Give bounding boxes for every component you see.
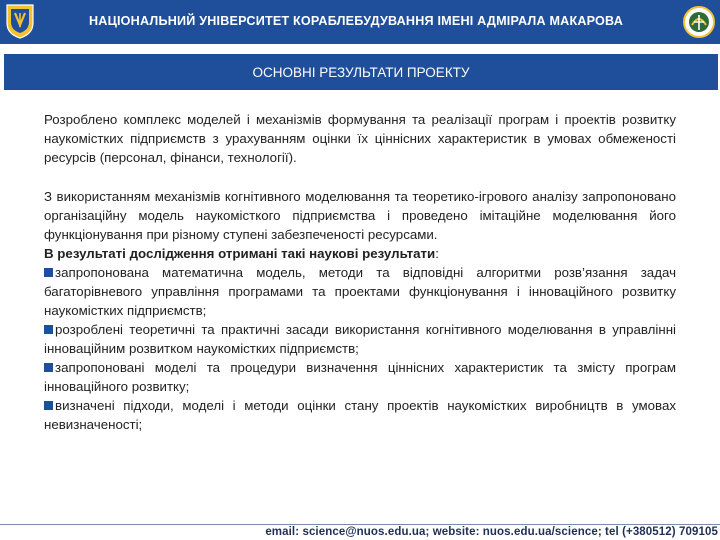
footer-contacts: email: science@nuos.edu.ua; website: nuos.edu.ua/science; tel (+380512) 709105 [265,526,718,538]
results-heading-line [44,244,676,263]
university-name: НАЦІОНАЛЬНИЙ УНІВЕРСИТЕТ КОРАБЛЕБУДУВАННЯ ІМЕНІ АДМІРАЛА МАКАРОВА [88,14,624,28]
paragraph-spacer [44,167,676,187]
square-bullet-icon [44,363,53,372]
university-crest-icon [4,3,36,39]
slide-title-bar [3,53,719,91]
result-item [44,263,676,320]
square-bullet-icon [44,401,53,410]
result-text: визначені підходи, моделі і методи оцінки стану проектів наукомістких виробництв в умовах невизначеності; [44,398,676,432]
results-heading-colon: : [435,246,439,261]
result-text: розроблені теоретичні та практичні засади використання когнітивного моделювання в управлінні інноваційним розвитком наукомістких підприємств; [44,322,676,356]
result-item [44,320,676,358]
slide-title: ОСНОВНІ РЕЗУЛЬТАТИ ПРОЕКТУ [252,65,470,80]
square-bullet-icon [44,325,53,334]
result-item [44,358,676,396]
result-item [44,396,676,434]
paragraph-method: З використанням механізмів когнітивного моделювання та теоретико-ігрового аналізу запропоновано організаційну модель наукомісткого підприємства і проведено імітаційне моделювання його функціонування при різному ступені забезпеченості ресурсами. [44,189,676,242]
header-bar [0,0,720,44]
slide-content [44,110,676,434]
result-text: запропоновані моделі та процедури визначення ціннісних характеристик та змісту програм інноваційного розвитку; [44,360,676,394]
university-emblem-icon [682,3,716,41]
paragraph-intro: Розроблено комплекс моделей і механізмів формування та реалізації програм і проектів розвитку наукомістких підприємств з урахуванням оцінки їх ціннісних характеристик в умовах обмеженості ресурсів (персонал, фінанси, технології). [44,112,676,165]
result-text: запропонована математична модель, методи та відповідні алгоритми розв’язання задач багаторівневого управління програмами та проектами функціонування і інноваційного розвитку наукомістких підприємств; [44,265,676,318]
results-heading: В результаті дослідження отримані такі наукові результати [44,246,436,261]
square-bullet-icon [44,268,53,277]
